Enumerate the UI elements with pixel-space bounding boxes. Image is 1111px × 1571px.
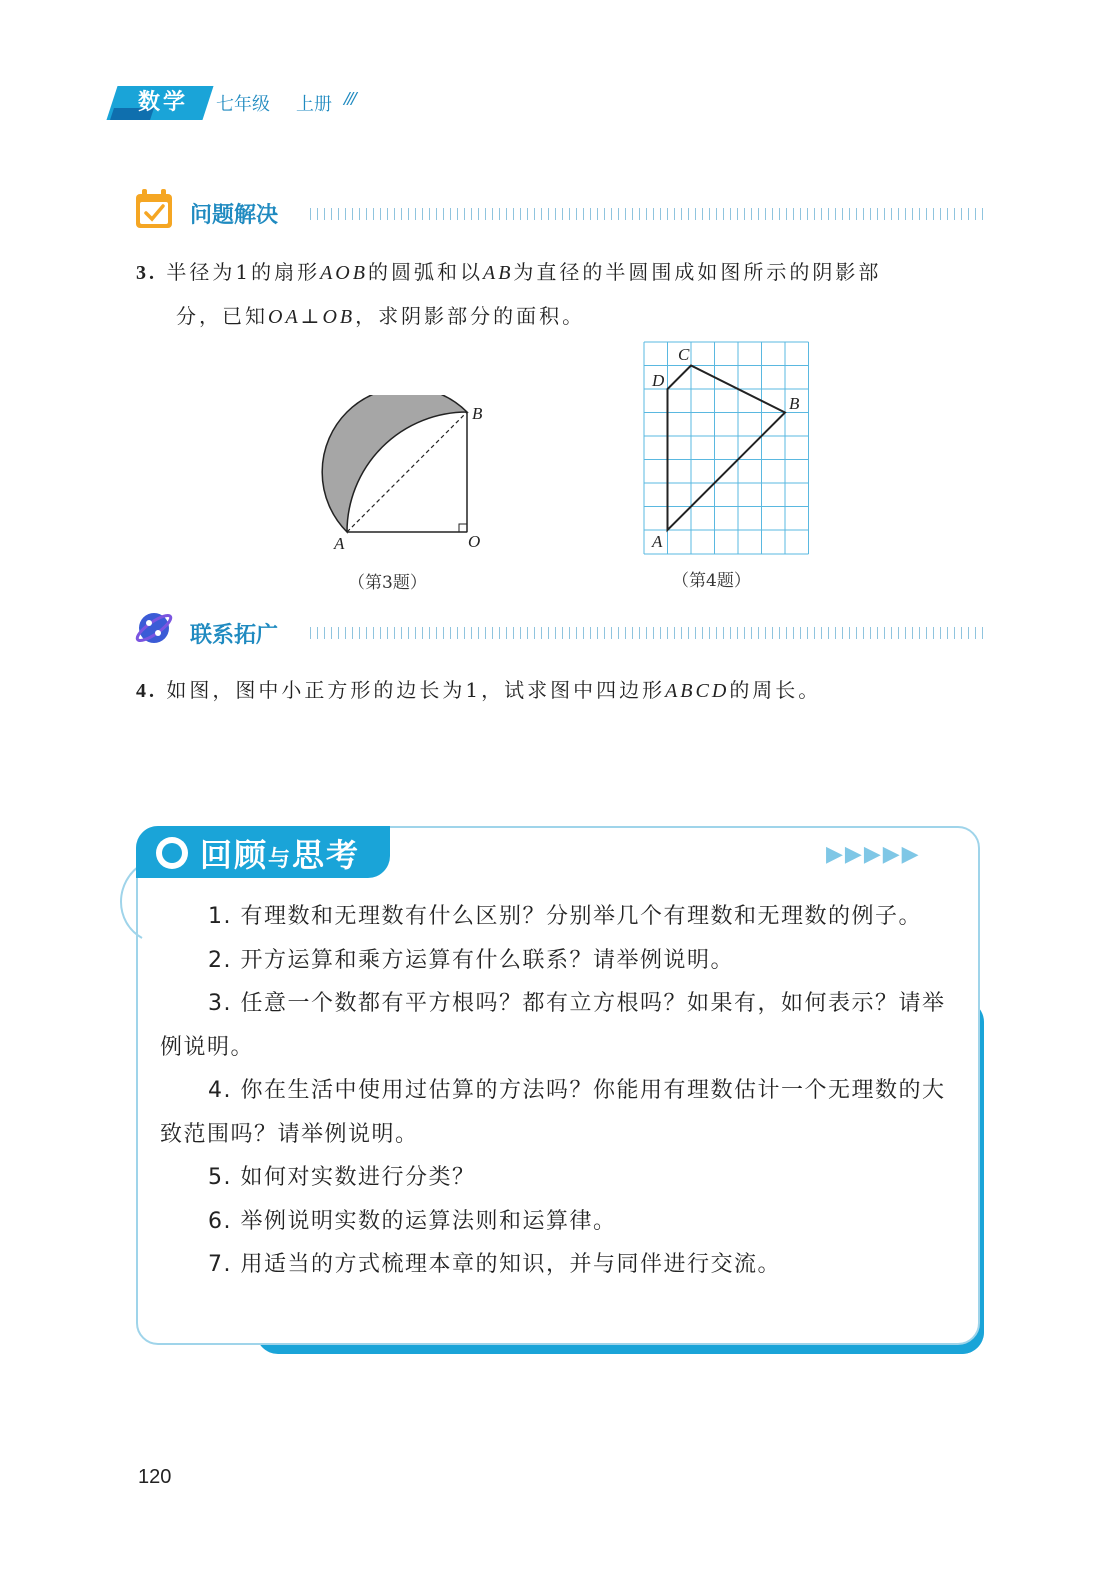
- review-item: 4. 你在生活中使用过估算的方法吗？你能用有理数估计一个无理数的大致范围吗？请举例说明。: [160, 1078, 946, 1147]
- problem-3-line2: [176, 302, 585, 331]
- page-number: 120: [138, 1466, 172, 1488]
- math-symbol: ABCD: [665, 680, 730, 702]
- review-item: 5. 如何对实数进行分类？: [208, 1165, 476, 1190]
- header-slashes: ///: [344, 88, 355, 110]
- figure3-label-b: B: [472, 404, 483, 423]
- figure4-label-b: B: [789, 394, 800, 413]
- review-item: 2. 开方运算和乘方运算有什么联系？请举例说明。: [208, 947, 734, 973]
- review-item: 6. 举例说明实数的运算法则和运算律。: [208, 1208, 617, 1234]
- figure3-label-a: A: [334, 534, 345, 553]
- review-item: 7. 用适当的方式梳理本章的知识，并与同伴进行交流。: [208, 1252, 781, 1277]
- review-item: 3. 任意一个数都有平方根吗？都有立方根吗？如果有，如何表示？请举例说明。: [160, 991, 946, 1060]
- problem-text: 的周长。: [729, 678, 822, 702]
- review-title-text: 思考: [292, 836, 361, 874]
- grade-label: 七年级: [216, 94, 270, 115]
- problem-text: ，求阴影部分的面积。: [355, 304, 586, 328]
- figure4-caption: （第4题）: [672, 571, 751, 591]
- section-title-solve: 问题解决: [190, 203, 279, 228]
- figure4-label-a: A: [652, 532, 663, 551]
- problem-text: 的圆弧和以: [367, 260, 483, 284]
- figure3-caption: （第3题）: [348, 573, 427, 593]
- math-symbol: AOB: [320, 262, 368, 284]
- volume-label: 上册: [296, 94, 332, 115]
- subject-label: 数学: [137, 90, 188, 115]
- review-title: [200, 830, 360, 876]
- arrow-decoration-icon: ▶▶▶▶▶: [826, 842, 921, 867]
- math-symbol: OA⊥OB: [268, 306, 356, 328]
- problem-number: 4.: [136, 680, 157, 702]
- figure-4-grid: [643, 341, 811, 555]
- speech-bubble-icon: [152, 835, 192, 871]
- problem-4: [136, 676, 821, 705]
- problem-text: 如图，图中小正方形的边长为1，试求图中四边形: [166, 678, 666, 702]
- planet-icon: [134, 608, 174, 648]
- review-item: 1. 有理数和无理数有什么区别？分别举几个有理数和无理数的例子。: [208, 904, 922, 929]
- figure3-label-o: O: [468, 532, 481, 551]
- review-title-text: 与: [268, 847, 293, 872]
- problem-text: 为直径的半圆围成如图所示的阴影部: [513, 260, 882, 284]
- problem-number: 3.: [136, 262, 157, 284]
- section-divider: [310, 627, 986, 639]
- calendar-check-icon: [134, 188, 174, 230]
- problem-3-line1: [136, 258, 881, 287]
- problem-text: 分，已知: [176, 304, 268, 328]
- section-divider: [310, 208, 986, 220]
- math-symbol: AB: [482, 262, 514, 284]
- review-title-text: 回顾: [200, 836, 269, 874]
- section-title-extend: 联系拓广: [190, 623, 279, 648]
- figure4-label-c: C: [678, 345, 690, 364]
- figure4-label-d: D: [652, 371, 665, 390]
- problem-text: 半径为1的扇形: [166, 260, 321, 284]
- review-list: [160, 895, 960, 1287]
